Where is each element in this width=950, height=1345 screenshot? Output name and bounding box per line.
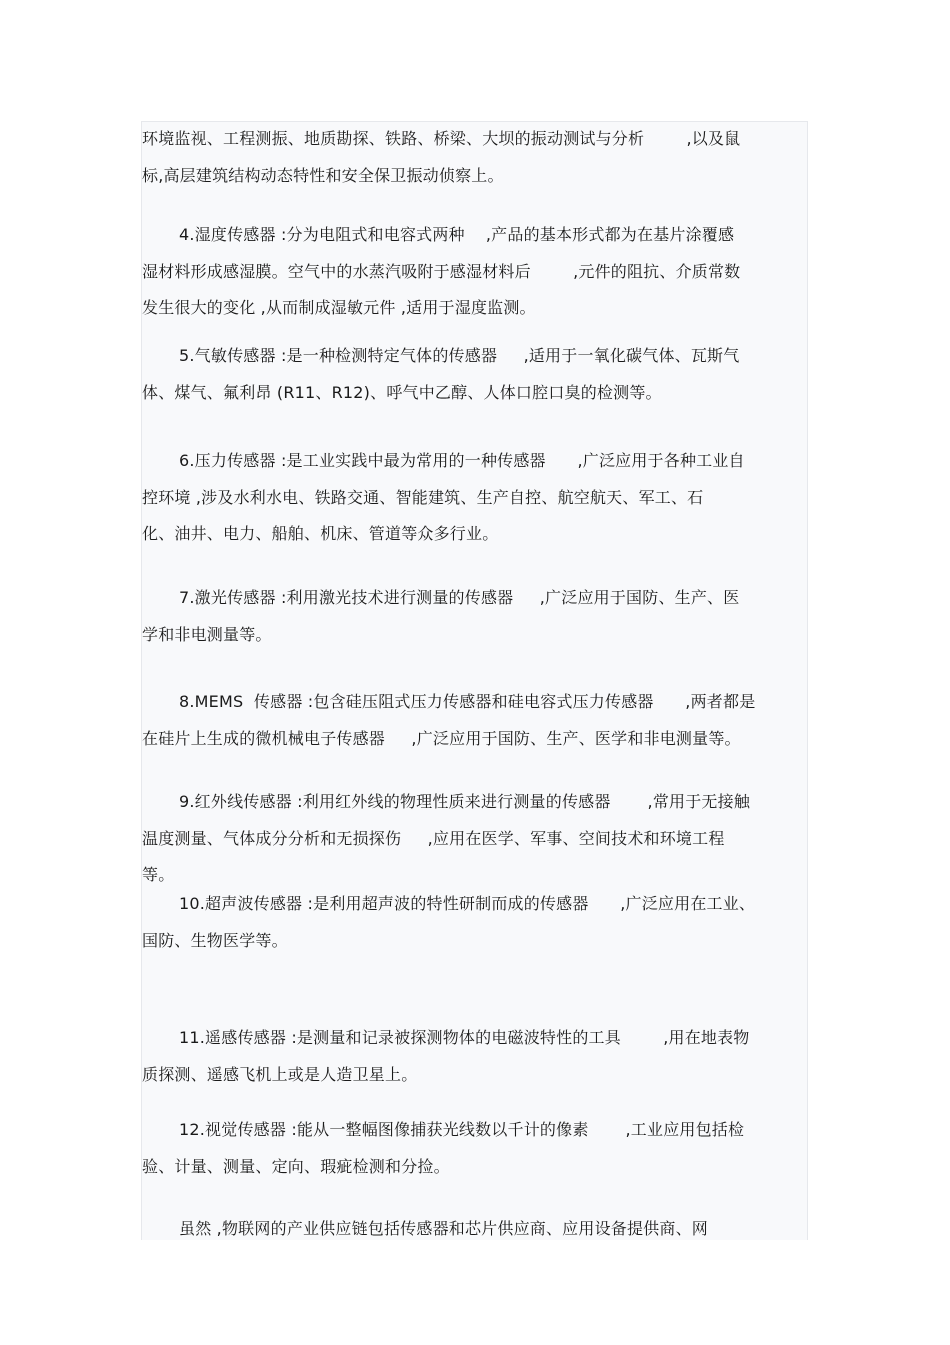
paragraph-line: 4.湿度传感器 :分为电阻式和电容式两种 ,产品的基本形式都为在基片涂覆感 xyxy=(179,225,735,244)
paragraph-line: 5.气敏传感器 :是一种检测特定气体的传感器 ,适用于一氧化碳气体、瓦斯气 xyxy=(179,346,740,365)
paragraph-line: 质探测、遥感飞机上或是人造卫星上。 xyxy=(142,1064,418,1084)
paragraph-line: 7.激光传感器 :利用激光技术进行测量的传感器 ,广泛应用于国防、生产、医 xyxy=(179,588,740,607)
paragraph-line: 8.MEMS 传感器 :包含硅压阻式压力传感器和硅电容式压力传感器 ,两者都是 xyxy=(179,692,756,711)
paragraph-line: 湿材料形成感湿膜。空气中的水蒸汽吸附于感湿材料后 ,元件的阻抗、介质常数 xyxy=(142,261,741,281)
paragraph xyxy=(142,121,806,194)
paragraph xyxy=(142,217,806,327)
paragraph-line: 学和非电测量等。 xyxy=(142,624,272,644)
paragraph-line: 验、计量、测量、定向、瑕疵检测和分捡。 xyxy=(142,1156,450,1176)
paragraph-line: 发生很大的变化 ,从而制成湿敏元件 ,适用于湿度监测。 xyxy=(142,298,536,317)
paragraph-line: 10.超声波传感器 :是利用超声波的特性研制而成的传感器 ,广泛应用在工业、 xyxy=(179,894,756,913)
paragraph-line: 体、煤气、氟利昂 (R11、R12)、呼气中乙醇、人体口腔口臭的检测等。 xyxy=(142,382,662,402)
paragraph xyxy=(142,886,806,959)
paragraph-line: 国防、生物医学等。 xyxy=(142,930,288,950)
paragraph xyxy=(142,443,806,553)
paragraph xyxy=(142,1020,806,1093)
paragraph-line: 虽然 ,物联网的产业供应链包括传感器和芯片供应商、应用设备提供商、网 xyxy=(179,1219,708,1238)
paragraph xyxy=(142,580,806,653)
paragraph-line: 在硅片上生成的微机械电子传感器 ,广泛应用于国防、生产、医学和非电测量等。 xyxy=(142,728,741,748)
paragraph-line: 化、油井、电力、船舶、机床、管道等众多行业。 xyxy=(142,524,499,543)
paragraph-line: 9.红外线传感器 :利用红外线的物理性质来进行测量的传感器 ,常用于无接触 xyxy=(179,792,751,811)
paragraph-line: 控环境 ,涉及水利水电、铁路交通、智能建筑、生产自控、航空航天、军工、石 xyxy=(142,487,704,507)
paragraph-line: 等。 xyxy=(142,865,175,884)
paragraph-line: 标,高层建筑结构动态特性和安全保卫振动侦察上。 xyxy=(142,165,504,185)
paragraph-line: 6.压力传感器 :是工业实践中最为常用的一种传感器 ,广泛应用于各种工业自 xyxy=(179,451,745,470)
paragraph-line: 11.遥感传感器 :是测量和记录被探测物体的电磁波特性的工具 ,用在地表物 xyxy=(179,1028,750,1047)
paragraph-line: 环境监视、工程测振、地质勘探、铁路、桥梁、大坝的振动测试与分析 ,以及鼠 xyxy=(142,129,741,148)
paragraph xyxy=(142,784,806,894)
paragraph-line: 12.视觉传感器 :能从一整幅图像捕获光线数以千计的像素 ,工业应用包括检 xyxy=(179,1120,745,1139)
paragraph xyxy=(142,1112,806,1185)
paragraph xyxy=(142,1211,806,1248)
paragraph-line: 温度测量、气体成分分析和无损探伤 ,应用在医学、军事、空间技术和环境工程 xyxy=(142,828,725,848)
paragraph xyxy=(142,338,806,411)
paragraph xyxy=(142,684,806,757)
